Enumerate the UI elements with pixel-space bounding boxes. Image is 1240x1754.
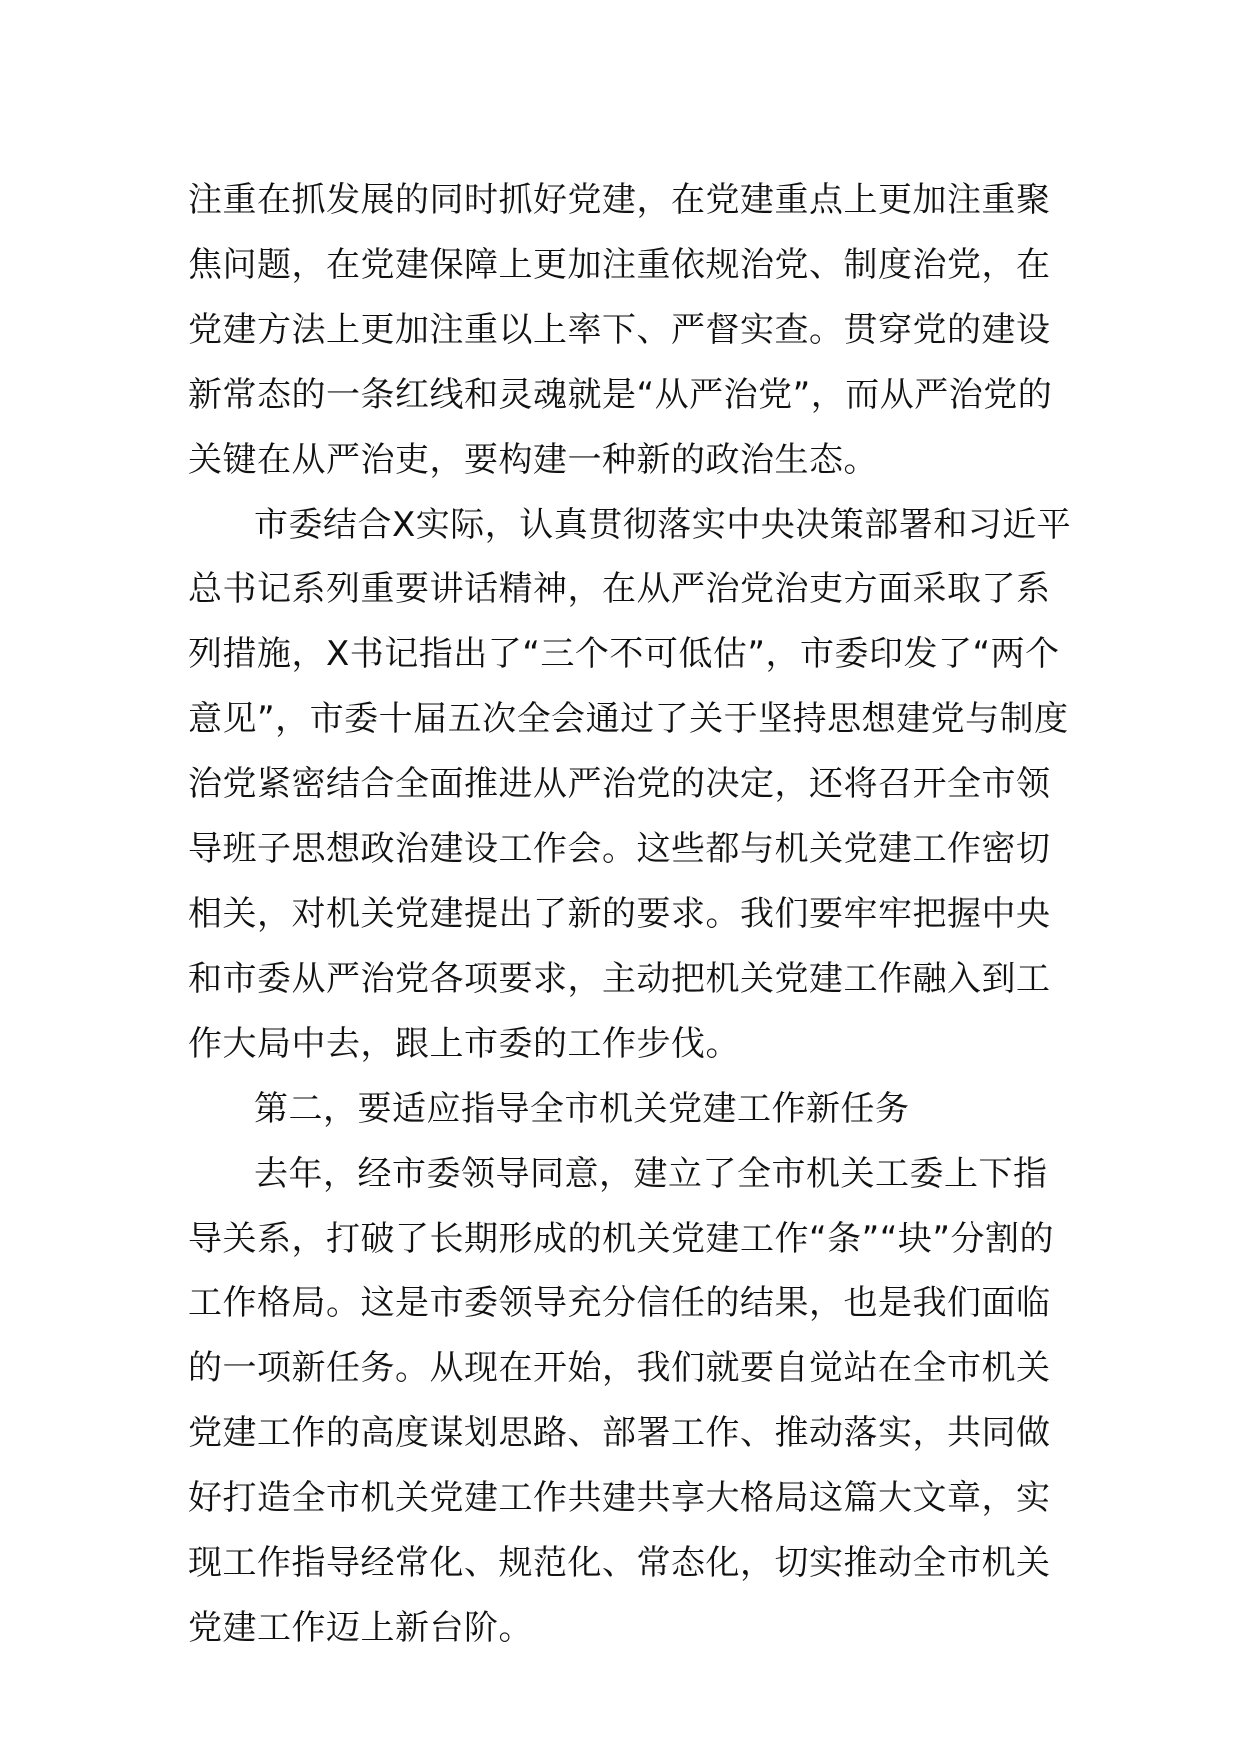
section-heading: 第二，要适应指导全市机关党建工作新任务 [254, 1088, 910, 1129]
paragraph-2: 市委结合X实际，认真贯彻落实中央决策部署和习近平总书记系列重要讲话精神，在从严治党治吏方面采取了系列措施，X书记指出了“三个不可低估”，市委印发了“两个意见”，市委十届五次全会通过了关于坚持思想建党与制度治党紧密结合全面推进从严治党的决定，还将召开全市领导班子思想政治建设工作会。这些都与机关党建工作密切相关，对机关党建提出了新的要求。我们要牢牢把握中央和市委从严治党各项要求，主动把机关党建工作融入到工作大局中去，跟上市委的工作步伐。 [188, 504, 1072, 1064]
document-body [188, 168, 1078, 1661]
paragraph-1: 注重在抓发展的同时抓好党建，在党建重点上更加注重聚焦问题，在党建保障上更加注重依规治党、制度治党，在党建方法上更加注重以上率下、严督实查。贯穿党的建设新常态的一条红线和灵魂就是“从严治党”，而从严治党的关键在从严治吏，要构建一种新的政治生态。 [188, 180, 1053, 480]
paragraph-3: 去年，经市委领导同意，建立了全市机关工委上下指导关系，打破了长期形成的机关党建工作“条”“块”分割的工作格局。这是市委领导充分信任的结果，也是我们面临的一项新任务。从现在开始，我们就要自觉站在全市机关党建工作的高度谋划思路、部署工作、推动落实，共同做好打造全市机关党建工作共建共享大格局这篇大文章，实现工作指导经常化、规范化、常态化，切实推动全市机关党建工作迈上新台阶。 [188, 1153, 1054, 1648]
